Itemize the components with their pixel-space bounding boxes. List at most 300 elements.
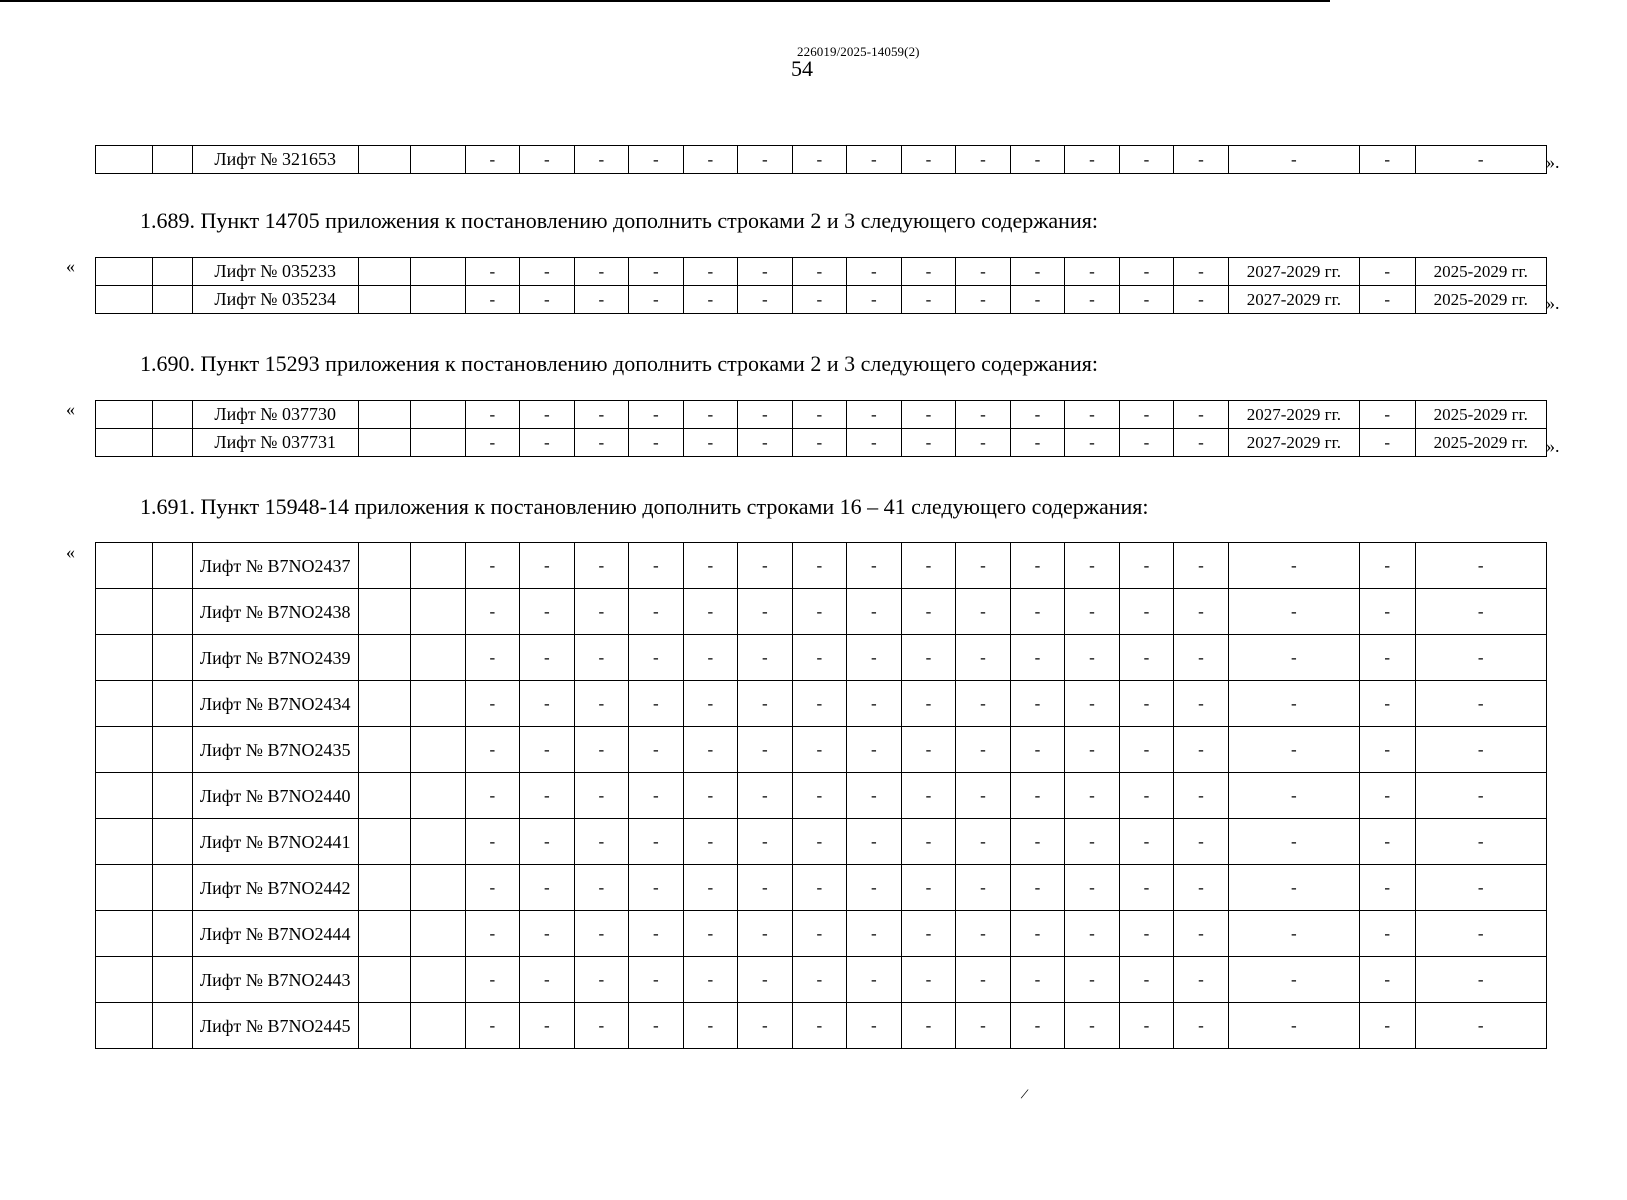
dash-cell: - [901,773,956,819]
elevator-name-cell: Лифт № B7NO2443 [192,957,358,1003]
dash-cell: - [574,957,629,1003]
empty-cell [358,727,411,773]
dash-cell: - [1119,543,1174,589]
dash-cell: - [465,727,520,773]
dash-cell: - [520,589,575,635]
empty-cell [411,819,466,865]
empty-cell [358,1003,411,1049]
dash-cell: - [1360,258,1416,286]
dash-cell: - [901,681,956,727]
dash-cell: - [1065,429,1120,457]
dash-cell: - [465,146,520,174]
dash-cell: - [901,429,956,457]
dash-cell: - [1119,589,1174,635]
dash-cell: - [683,911,738,957]
dash-cell: - [465,635,520,681]
dash-cell: - [901,727,956,773]
dash-cell: - [1010,911,1065,957]
dash-cell: - [738,286,793,314]
table-row [96,286,1547,314]
table-row [96,819,1547,865]
empty-cell [96,911,153,957]
dash-cell: - [574,401,629,429]
empty-cell [411,681,466,727]
dash-cell: - [1360,865,1416,911]
period-cell: - [1228,865,1359,911]
dash-cell: - [1010,286,1065,314]
period-cell: - [1228,773,1359,819]
dash-cell: - [520,819,575,865]
dash-cell: - [574,1003,629,1049]
empty-cell [96,258,153,286]
dash-cell: - [792,773,847,819]
dash-cell: - [901,819,956,865]
dash-cell: - [847,773,902,819]
empty-cell [358,957,411,1003]
dash-cell: - [738,543,793,589]
dash-cell: - [738,681,793,727]
dash-cell: - [847,819,902,865]
dash-cell: - [901,911,956,957]
empty-cell [152,543,192,589]
empty-cell [411,911,466,957]
table-row [96,429,1547,457]
period-cell: - [1415,635,1546,681]
dash-cell: - [1065,543,1120,589]
dash-cell: - [792,727,847,773]
dash-cell: - [520,957,575,1003]
period-cell: - [1228,1003,1359,1049]
top-rule [0,0,1330,2]
empty-cell [411,401,466,429]
empty-cell [411,957,466,1003]
period-cell: - [1228,911,1359,957]
dash-cell: - [1010,819,1065,865]
dash-cell: - [792,819,847,865]
dash-cell: - [1174,286,1229,314]
elevator-name-cell: Лифт № 035234 [192,286,358,314]
dash-cell: - [520,258,575,286]
dash-cell: - [683,146,738,174]
elevator-name-cell: Лифт № B7NO2441 [192,819,358,865]
period-cell: 2025-2029 гг. [1415,286,1546,314]
paragraph-1-690: 1.690. Пункт 15293 приложения к постановлению дополнить строками 2 и 3 следующего содержания: [140,351,1098,376]
table-row [96,635,1547,681]
period-cell: 2027-2029 гг. [1228,401,1359,429]
dash-cell: - [1360,429,1416,457]
empty-cell [152,681,192,727]
opening-quote: « [66,542,75,562]
elevator-name-cell: Лифт № B7NO2435 [192,727,358,773]
dash-cell: - [1119,401,1174,429]
dash-cell: - [901,258,956,286]
dash-cell: - [683,865,738,911]
dash-cell: - [901,865,956,911]
dash-cell: - [738,429,793,457]
document-number: 226019/2025-14059(2) [797,44,920,59]
empty-cell [411,1003,466,1049]
period-cell: - [1415,957,1546,1003]
dash-cell: - [683,681,738,727]
table-row [96,543,1547,589]
dash-cell: - [1119,681,1174,727]
dash-cell: - [629,681,684,727]
table-row [96,258,1547,286]
dash-cell: - [520,429,575,457]
dash-cell: - [629,589,684,635]
empty-cell [358,286,411,314]
empty-cell [152,146,192,174]
dash-cell: - [465,429,520,457]
empty-cell [152,429,192,457]
dash-cell: - [629,865,684,911]
dash-cell: - [1174,635,1229,681]
dash-cell: - [792,401,847,429]
dash-cell: - [847,957,902,1003]
dash-cell: - [520,681,575,727]
dash-cell: - [683,286,738,314]
dash-cell: - [1360,773,1416,819]
dash-cell: - [1010,401,1065,429]
dash-cell: - [1065,635,1120,681]
dash-cell: - [1360,635,1416,681]
elevator-name-cell: Лифт № 321653 [192,146,358,174]
dash-cell: - [738,635,793,681]
dash-cell: - [683,957,738,1003]
dash-cell: - [465,286,520,314]
period-cell: - [1415,681,1546,727]
elevator-name-cell: Лифт № B7NO2440 [192,773,358,819]
dash-cell: - [1360,957,1416,1003]
dash-cell: - [1119,635,1174,681]
dash-cell: - [520,911,575,957]
empty-cell [152,258,192,286]
empty-cell [358,258,411,286]
dash-cell: - [574,865,629,911]
empty-cell [96,1003,153,1049]
dash-cell: - [1065,1003,1120,1049]
dash-cell: - [465,819,520,865]
dash-cell: - [1119,819,1174,865]
period-cell: 2027-2029 гг. [1228,286,1359,314]
empty-cell [358,911,411,957]
empty-cell [96,819,153,865]
dash-cell: - [465,589,520,635]
closing-quote: ». [1546,293,1560,313]
dash-cell: - [1010,865,1065,911]
dash-cell: - [792,957,847,1003]
dash-cell: - [683,429,738,457]
dash-cell: - [1010,681,1065,727]
period-cell: - [1415,773,1546,819]
dash-cell: - [1360,589,1416,635]
empty-cell [152,911,192,957]
empty-cell [411,286,466,314]
empty-cell [152,401,192,429]
dash-cell: - [1360,146,1416,174]
dash-cell: - [1174,258,1229,286]
empty-cell [152,957,192,1003]
dash-cell: - [629,286,684,314]
dash-cell: - [465,1003,520,1049]
empty-cell [152,865,192,911]
dash-cell: - [792,258,847,286]
dash-cell: - [956,773,1011,819]
empty-cell [96,681,153,727]
dash-cell: - [629,543,684,589]
dash-cell: - [1010,773,1065,819]
dash-cell: - [956,286,1011,314]
period-cell: - [1228,589,1359,635]
table-row [96,589,1547,635]
dash-cell: - [1360,819,1416,865]
dash-cell: - [956,635,1011,681]
dash-cell: - [1010,727,1065,773]
empty-cell [96,865,153,911]
dash-cell: - [1119,911,1174,957]
dash-cell: - [574,589,629,635]
dash-cell: - [1174,957,1229,1003]
dash-cell: - [574,911,629,957]
empty-cell [358,681,411,727]
dash-cell: - [901,589,956,635]
dash-cell: - [956,589,1011,635]
dash-cell: - [792,911,847,957]
dash-cell: - [738,865,793,911]
empty-cell [96,429,153,457]
dash-cell: - [574,543,629,589]
dash-cell: - [520,635,575,681]
paragraph-1-689: 1.689. Пункт 14705 приложения к постановлению дополнить строками 2 и 3 следующего содержания: [140,208,1098,233]
elevator-name-cell: Лифт № B7NO2437 [192,543,358,589]
period-cell: - [1228,543,1359,589]
empty-cell [411,635,466,681]
dash-cell: - [792,865,847,911]
empty-cell [411,258,466,286]
dash-cell: - [1174,543,1229,589]
dash-cell: - [1119,286,1174,314]
empty-cell [152,727,192,773]
dash-cell: - [1174,865,1229,911]
table-row [96,401,1547,429]
dash-cell: - [520,1003,575,1049]
dash-cell: - [1065,286,1120,314]
dash-cell: - [520,865,575,911]
dash-cell: - [465,957,520,1003]
opening-quote: « [66,256,75,276]
dash-cell: - [629,401,684,429]
dash-cell: - [847,401,902,429]
page-number: 54 [791,56,813,81]
dash-cell: - [847,543,902,589]
dash-cell: - [683,773,738,819]
dash-cell: - [683,258,738,286]
dash-cell: - [574,819,629,865]
dash-cell: - [683,589,738,635]
empty-cell [411,865,466,911]
dash-cell: - [956,146,1011,174]
dash-cell: - [1174,911,1229,957]
dash-cell: - [738,819,793,865]
dash-cell: - [1119,727,1174,773]
dash-cell: - [520,146,575,174]
dash-cell: - [847,635,902,681]
empty-cell [358,589,411,635]
dash-cell: - [683,635,738,681]
dash-cell: - [956,819,1011,865]
empty-cell [96,773,153,819]
dash-cell: - [901,146,956,174]
period-cell: 2025-2029 гг. [1415,401,1546,429]
dash-cell: - [629,258,684,286]
dash-cell: - [738,258,793,286]
dash-cell: - [1360,727,1416,773]
dash-cell: - [683,401,738,429]
dash-cell: - [738,589,793,635]
period-cell: - [1415,865,1546,911]
dash-cell: - [792,286,847,314]
dash-cell: - [1010,957,1065,1003]
period-cell: 2027-2029 гг. [1228,429,1359,457]
dash-cell: - [1360,681,1416,727]
table-row [96,681,1547,727]
dash-cell: - [1174,819,1229,865]
dash-cell: - [1065,146,1120,174]
dash-cell: - [847,258,902,286]
period-cell: - [1228,146,1359,174]
dash-cell: - [1065,401,1120,429]
dash-cell: - [1065,589,1120,635]
elevator-name-cell: Лифт № B7NO2442 [192,865,358,911]
dash-cell: - [1010,1003,1065,1049]
dash-cell: - [1360,911,1416,957]
dash-cell: - [1119,429,1174,457]
period-cell: - [1228,635,1359,681]
empty-cell [96,401,153,429]
empty-cell [152,819,192,865]
dash-cell: - [1010,635,1065,681]
dash-cell: - [465,865,520,911]
empty-cell [358,146,411,174]
dash-cell: - [465,911,520,957]
empty-cell [96,635,153,681]
empty-cell [358,635,411,681]
dash-cell: - [1360,286,1416,314]
period-cell: 2025-2029 гг. [1415,258,1546,286]
empty-cell [411,727,466,773]
dash-cell: - [847,286,902,314]
dash-cell: - [574,258,629,286]
dash-cell: - [738,146,793,174]
period-cell: 2025-2029 гг. [1415,429,1546,457]
dash-cell: - [1174,589,1229,635]
dash-cell: - [956,429,1011,457]
dash-cell: - [1174,429,1229,457]
dash-cell: - [1174,773,1229,819]
dash-cell: - [1065,773,1120,819]
dash-cell: - [792,543,847,589]
dash-cell: - [847,865,902,911]
empty-cell [152,635,192,681]
dash-cell: - [520,727,575,773]
period-cell: - [1228,957,1359,1003]
dash-cell: - [956,865,1011,911]
period-cell: - [1228,681,1359,727]
table-row [96,773,1547,819]
dash-cell: - [847,589,902,635]
period-cell: - [1415,1003,1546,1049]
dash-cell: - [956,543,1011,589]
period-cell: - [1415,146,1546,174]
dash-cell: - [629,1003,684,1049]
dash-cell: - [1174,727,1229,773]
empty-cell [96,589,153,635]
dash-cell: - [1119,146,1174,174]
dash-cell: - [1119,258,1174,286]
dash-cell: - [1065,727,1120,773]
dash-cell: - [956,911,1011,957]
dash-cell: - [574,146,629,174]
empty-cell [96,957,153,1003]
dash-cell: - [1065,957,1120,1003]
dash-cell: - [629,911,684,957]
dash-cell: - [629,635,684,681]
dash-cell: - [520,286,575,314]
elevator-name-cell: Лифт № B7NO2434 [192,681,358,727]
dash-cell: - [1119,773,1174,819]
dash-cell: - [629,146,684,174]
empty-cell [152,589,192,635]
elevator-name-cell: Лифт № B7NO2444 [192,911,358,957]
dash-cell: - [847,727,902,773]
empty-cell [96,286,153,314]
pen-mark: / [1019,1085,1030,1104]
table-row [96,911,1547,957]
dash-cell: - [465,543,520,589]
dash-cell: - [738,401,793,429]
period-cell: 2027-2029 гг. [1228,258,1359,286]
elevator-name-cell: Лифт № 037731 [192,429,358,457]
dash-cell: - [1360,1003,1416,1049]
dash-cell: - [1174,401,1229,429]
dash-cell: - [574,727,629,773]
dash-cell: - [956,258,1011,286]
dash-cell: - [683,543,738,589]
dash-cell: - [956,957,1011,1003]
empty-cell [358,773,411,819]
period-cell: - [1415,819,1546,865]
empty-cell [96,146,153,174]
dash-cell: - [629,957,684,1003]
dash-cell: - [465,773,520,819]
empty-cell [96,727,153,773]
dash-cell: - [901,1003,956,1049]
dash-cell: - [1065,681,1120,727]
elevator-name-cell: Лифт № 037730 [192,401,358,429]
dash-cell: - [629,727,684,773]
elevator-name-cell: Лифт № B7NO2445 [192,1003,358,1049]
empty-cell [358,865,411,911]
dash-cell: - [901,635,956,681]
dash-cell: - [792,1003,847,1049]
elevator-name-cell: Лифт № 035233 [192,258,358,286]
dash-cell: - [847,681,902,727]
empty-cell [152,1003,192,1049]
period-cell: - [1415,543,1546,589]
dash-cell: - [1010,258,1065,286]
dash-cell: - [574,635,629,681]
dash-cell: - [792,429,847,457]
